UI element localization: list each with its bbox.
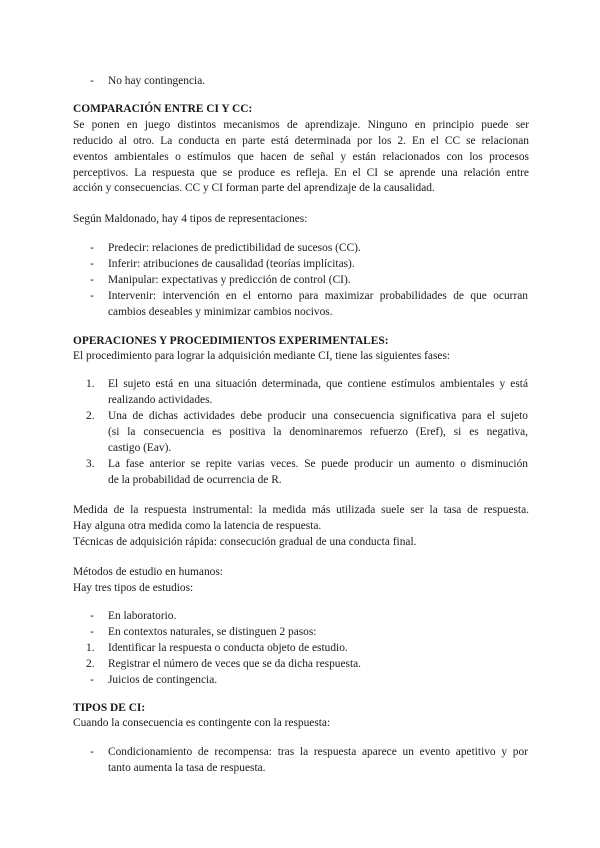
list-item: Manipular: expectativas y predicción de control (CI). (108, 274, 351, 286)
list-item: No hay contingencia. (108, 75, 206, 87)
list-item: Registrar el número de veces que se da dicha respuesta. (108, 658, 362, 670)
intro-text: Según Maldonado, hay 4 tipos de representaciones: (73, 213, 308, 225)
bullet-dash: - (90, 75, 94, 87)
paragraph-line: eventos ambientales o estímulos que hacen de señal y están relacionados con los procesos (73, 151, 529, 163)
step-line: de la probabilidad de ocurrencia de R. (108, 474, 282, 486)
paragraph-line: Hay tres tipos de estudios: (73, 582, 194, 594)
list-item: Condicionamiento de recompensa: tras la respuesta aparece un evento apetitivo y por (108, 746, 528, 758)
list-item: Predecir: relaciones de predictibilidad de sucesos (CC). (108, 242, 361, 254)
paragraph-line: acción y consecuencias. CC y CI forman parte del aprendizaje de la causalidad. (73, 182, 435, 194)
step-line: El sujeto está en una situación determinada, que contiene estímulos ambientales y está (108, 378, 528, 390)
section-heading-comparacion: COMPARACIÓN ENTRE CI Y CC: (73, 103, 253, 115)
paragraph-line: Técnicas de adquisición rápida: consecución gradual de una conducta final. (73, 536, 417, 548)
bullet-dash: - (90, 242, 94, 254)
paragraph-line: Métodos de estudio en humanos: (73, 566, 223, 578)
step-line: Una de dichas actividades debe producir una consecuencia significativa para el sujeto (108, 410, 528, 422)
list-item: En laboratorio. (108, 610, 177, 622)
bullet-dash: - (90, 626, 94, 638)
step-number: 1. (86, 642, 95, 654)
paragraph-line: Medida de la respuesta instrumental: la medida más utilizada suele ser la tasa de respuesta. (73, 504, 529, 516)
list-item: Identificar la respuesta o conducta objeto de estudio. (108, 642, 348, 654)
bullet-dash: - (90, 746, 94, 758)
paragraph-line: reducido al otro. La conducta en parte está determinada por los 2. En el CC se relacionan (73, 135, 529, 147)
section-heading-operaciones: OPERACIONES Y PROCEDIMIENTOS EXPERIMENTALES: (73, 335, 389, 347)
step-line: La fase anterior se repite varias veces. Se puede producir un aumento o disminución (108, 458, 528, 470)
list-item: Intervenir: intervención en el entorno para maximizar probabilidades de que ocurran (108, 290, 528, 302)
bullet-dash: - (90, 258, 94, 270)
step-number: 1. (86, 378, 95, 390)
list-item: Juicios de contingencia. (108, 674, 218, 686)
paragraph-line: perceptivos. La respuesta que se produce es refleja. En el CI se aprende una relación entre (73, 167, 529, 179)
list-item: Inferir: atribuciones de causalidad (teorías implícitas). (108, 258, 355, 270)
paragraph-line: Se ponen en juego distintos mecanismos de aprendizaje. Ninguno en principio puede ser (73, 119, 529, 131)
list-item-continuation: cambios deseables y minimizar cambios nocivos. (108, 306, 333, 318)
section-heading-tipos: TIPOS DE CI: (73, 702, 146, 714)
step-line: realizando actividades. (108, 394, 213, 406)
step-number: 2. (86, 658, 95, 670)
step-number: 2. (86, 410, 95, 422)
list-item: En contextos naturales, se distinguen 2 pasos: (108, 626, 317, 638)
bullet-dash: - (90, 610, 94, 622)
step-line: (si la consecuencia es positiva la denominaremos refuerzo (Eref), si es negativa, (108, 426, 528, 438)
bullet-dash: - (90, 274, 94, 286)
bullet-dash: - (90, 674, 94, 686)
list-item-continuation: tanto aumenta la tasa de respuesta. (108, 762, 266, 774)
intro-text: Cuando la consecuencia es contingente con la respuesta: (73, 717, 331, 729)
intro-text: El procedimiento para lograr la adquisición mediante CI, tiene las siguientes fases: (73, 350, 451, 362)
paragraph-line: Hay alguna otra medida como la latencia de respuesta. (73, 520, 322, 532)
bullet-dash: - (90, 290, 94, 302)
step-line: castigo (Eav). (108, 442, 172, 454)
step-number: 3. (86, 458, 95, 470)
